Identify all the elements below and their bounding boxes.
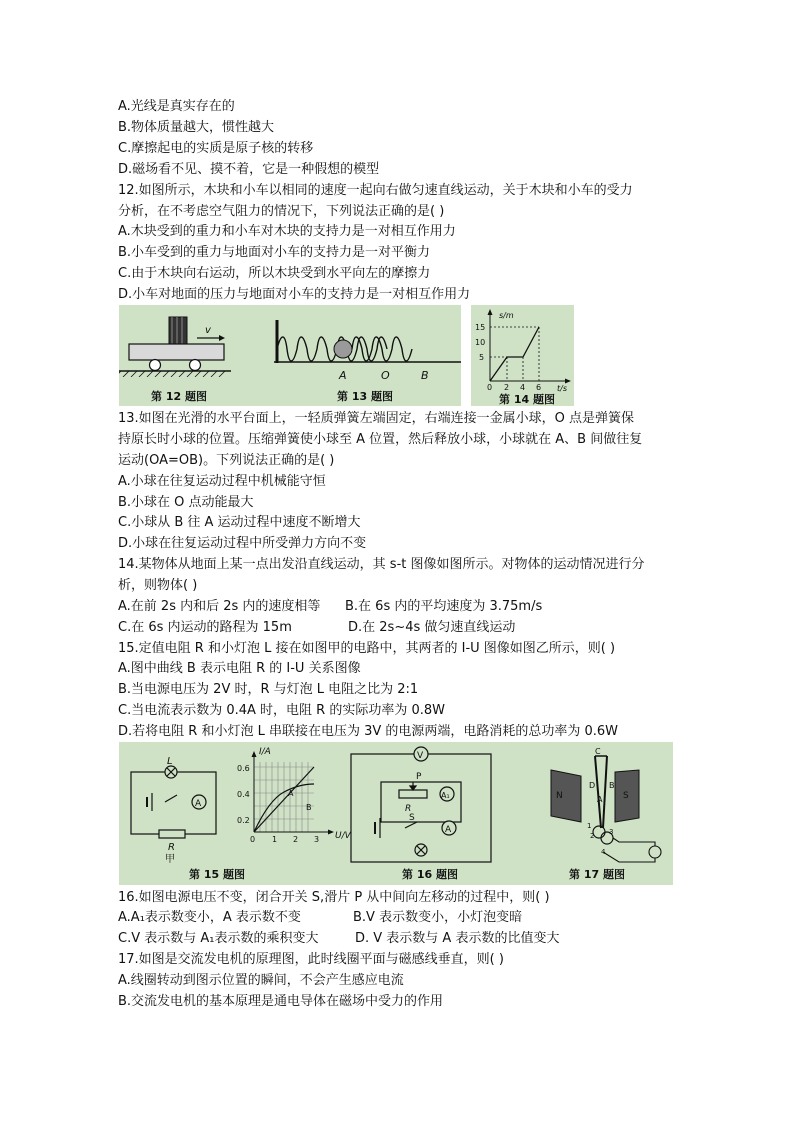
fig14-x-tick-0: 0 (487, 383, 493, 392)
fig14-x-tick-4: 4 (520, 383, 526, 392)
figure-12-13 (119, 305, 461, 406)
fig15-curve-label-a: A (288, 789, 294, 798)
fig16-label-v: V (417, 751, 424, 761)
fig15-y-tick-0.6: 0.6 (237, 764, 250, 773)
q13-option-b: B.小球在 O 点动能最大 (118, 495, 254, 510)
q16-stem: 16.如图电源电压不变，闭合开关 S,滑片 P 从中间向左移动的过程中，则( ) (118, 890, 550, 905)
q15-option-b: B.当电源电压为 2V 时，R 与灯泡 L 电阻之比为 2:1 (118, 682, 419, 697)
fig13-label-a: A (339, 369, 347, 382)
fig15-label-r: R (168, 842, 175, 853)
fig17-caption: 第 17 题图 (569, 868, 625, 881)
fig16-caption: 第 16 题图 (402, 868, 458, 881)
q17-stem: 17.如图是交流发电机的原理图，此时线圈平面与磁感线垂直，则( ) (118, 952, 504, 967)
fig15-x-tick-2: 2 (293, 835, 299, 844)
q11-option-d: D.磁场看不见、摸不着，它是一种假想的模型 (118, 162, 380, 177)
fig14-y-tick-15: 15 (475, 323, 486, 332)
fig13-spring-diagram (274, 320, 461, 382)
fig14-caption: 第 14 题图 (499, 393, 555, 406)
q13-option-c: C.小球从 B 往 A 运动过程中速度不断增大 (118, 515, 361, 530)
q13-stem-line1: 13.如图在光滑的水平台面上，一轻质弹簧左端固定，右端连接一金属小球，O 点是弹簧保 (118, 411, 635, 426)
q13-stem-line3: 运动(OA=OB)。下列说法正确的是( ) (118, 453, 335, 468)
q14-stem-line2: 析，则物体( ) (118, 578, 198, 593)
figure-15-16-17 (119, 742, 673, 885)
q12-option-b: B.小车受到的重力与地面对小车的支持力是一对平衡力 (118, 245, 431, 260)
fig15-y-tick-0.2: 0.2 (237, 816, 250, 825)
fig15-x-axis-label: U/V (335, 831, 351, 841)
q11-option-b: B.物体质量越大，惯性越大 (118, 120, 275, 135)
fig15-curve-label-b: B (306, 803, 312, 812)
fig15-caption: 第 15 题图 (189, 868, 245, 881)
fig17-label-d: D (589, 781, 596, 790)
fig17-label-a: A (597, 795, 603, 804)
q14-option-c: C.在 6s 内运动的路程为 15m (118, 620, 292, 635)
fig15-y-tick-0.4: 0.4 (237, 790, 250, 799)
q13-option-a: A.小球在往复运动过程中机械能守恒 (118, 474, 326, 489)
q16-option-a: A.A₁表示数变小，A 表示数不变 (118, 910, 301, 925)
q15-option-c: C.当电流表示数为 0.4A 时，电阻 R 的实际功率为 0.8W (118, 703, 445, 718)
fig17-label-3: 3 (609, 828, 614, 836)
figure-14 (471, 305, 574, 406)
fig14-y-tick-10: 10 (475, 338, 486, 347)
fig17-label-n: N (556, 791, 563, 801)
q12-option-d: D.小车对地面的压力与地面对小车的支持力是一对相互作用力 (118, 287, 471, 302)
fig12-caption: 第 12 题图 (151, 390, 207, 403)
fig15-x-tick-1: 1 (272, 835, 278, 844)
fig17-label-b: B (609, 781, 615, 790)
fig17-label-s: S (623, 791, 629, 801)
q14-stem-line1: 14.某物体从地面上某一点出发沿直线运动，其 s-t 图像如图所示。对物体的运动情况进行分 (118, 557, 645, 572)
fig15-sublabel-a: 甲 (165, 854, 175, 865)
fig13-caption: 第 13 题图 (337, 390, 393, 403)
q11-option-c: C.摩擦起电的实质是原子核的转移 (118, 141, 314, 156)
fig16-label-r: R (405, 804, 412, 814)
fig14-y-tick-5: 5 (479, 353, 485, 362)
q16-option-b: B.V 表示数变小，小灯泡变暗 (353, 910, 523, 925)
fig13-label-o: O (381, 369, 390, 382)
fig16-label-a1: A₁ (441, 791, 450, 800)
fig12-cart-diagram (119, 317, 231, 377)
fig15-y-axis-label: I/A (259, 747, 271, 757)
fig14-x-tick-2: 2 (504, 383, 510, 392)
q12-stem-line1: 12.如图所示，木块和小车以相同的速度一起向右做匀速直线运动，关于木块和小车的受力 (118, 183, 633, 198)
q14-option-a: A.在前 2s 内和后 2s 内的速度相等 (118, 599, 321, 614)
fig15-x-tick-3: 3 (314, 835, 320, 844)
q16-option-c: C.V 表示数与 A₁表示数的乘积变大 (118, 931, 319, 946)
fig16-circuit-diagram (351, 747, 491, 862)
fig15-label-l: L (167, 756, 173, 767)
fig16-label-s: S (409, 813, 415, 823)
q12-stem-line2: 分析，在不考虑空气阻力的情况下，下列说法正确的是( ) (118, 204, 445, 219)
fig17-label-2: 2 (590, 832, 595, 840)
fig12-velocity-label: v (205, 325, 211, 336)
fig14-y-axis-label: s/m (499, 311, 514, 320)
q13-option-d: D.小球在往复运动过程中所受弹力方向不变 (118, 536, 367, 551)
q12-option-c: C.由于木块向右运动，所以木块受到水平向左的摩擦力 (118, 266, 431, 281)
fig17-generator-diagram (551, 756, 661, 862)
q14-option-d: D.在 2s~4s 做匀速直线运动 (348, 620, 516, 635)
q17-option-b: B.交流发电机的基本原理是通电导体在磁场中受力的作用 (118, 994, 444, 1009)
fig14-x-tick-6: 6 (536, 383, 542, 392)
fig15-x-tick-0: 0 (250, 835, 256, 844)
fig14-x-axis-label: t/s (557, 384, 567, 393)
fig13-label-b: B (421, 369, 429, 382)
q12-option-a: A.木块受到的重力和小车对木块的支持力是一对相互作用力 (118, 224, 456, 239)
q17-option-a: A.线圈转动到图示位置的瞬间，不会产生感应电流 (118, 973, 404, 988)
q13-stem-line2: 持原长时小球的位置。压缩弹簧使小球至 A 位置，然后释放小球，小球就在 A、B 间做往复 (118, 432, 643, 447)
fig17-label-c: C (595, 747, 601, 756)
q16-option-d: D. V 表示数与 A 表示数的比值变大 (355, 931, 560, 946)
q11-option-a: A.光线是真实存在的 (118, 99, 235, 114)
q15-stem: 15.定值电阻 R 和小灯泡 L 接在如图甲的电路中，其两者的 I-U 图像如图乙所示，则( ) (118, 641, 616, 656)
q15-option-d: D.若将电阻 R 和小灯泡 L 串联接在电压为 3V 的电源两端，电路消耗的总功率为 0.6W (118, 724, 619, 739)
fig16-label-p: P (416, 772, 422, 782)
fig16-label-a: A (445, 825, 452, 835)
fig15-circuit-diagram (131, 766, 216, 838)
fig17-label-4: 4 (601, 848, 606, 856)
fig15-label-ammeter: A (195, 799, 202, 809)
fig17-label-1: 1 (587, 822, 592, 830)
q15-option-a: A.图中曲线 B 表示电阻 R 的 I-U 关系图像 (118, 661, 361, 676)
q14-option-b: B.在 6s 内的平均速度为 3.75m/s (345, 599, 543, 614)
